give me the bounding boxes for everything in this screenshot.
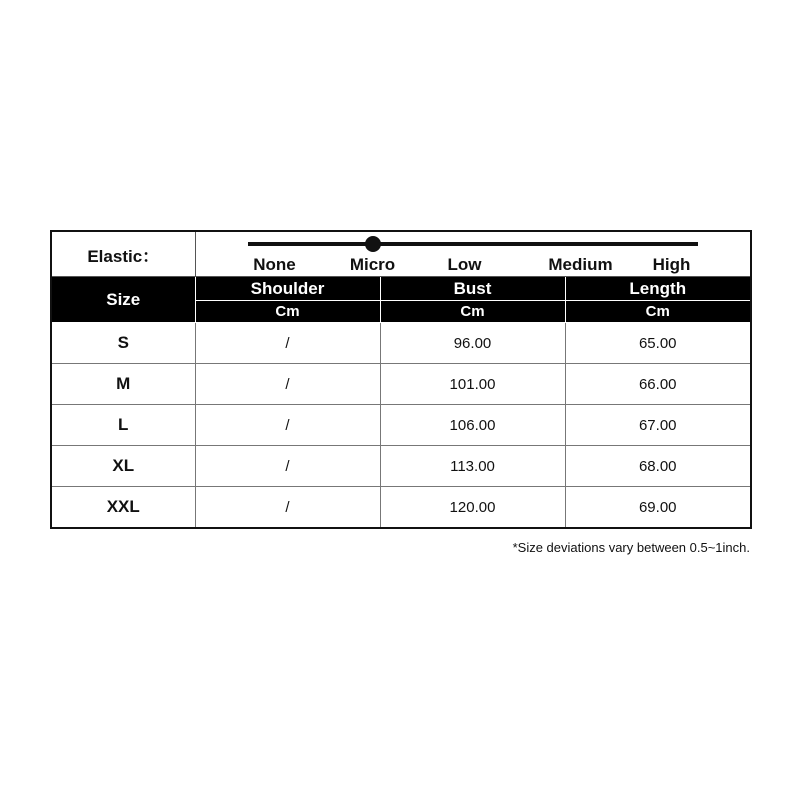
table-row	[51, 405, 751, 446]
elasticity-scale-track	[248, 242, 699, 246]
size-cell: XL	[51, 446, 195, 487]
shoulder-cell: /	[195, 446, 380, 487]
length-cell: 69.00	[565, 487, 751, 529]
bust-cell: 120.00	[380, 487, 565, 529]
table-row	[51, 446, 751, 487]
shoulder-cell: /	[195, 405, 380, 446]
table-row	[51, 487, 751, 529]
length-column-header: Length	[565, 277, 751, 301]
elastic-row	[51, 231, 751, 277]
bust-cell: 113.00	[380, 446, 565, 487]
bust-cell: 96.00	[380, 323, 565, 364]
elasticity-indicator-dot	[365, 236, 381, 252]
length-cell: 65.00	[565, 323, 751, 364]
header-row	[51, 277, 751, 301]
size-cell: XXL	[51, 487, 195, 529]
bust-cell: 106.00	[380, 405, 565, 446]
size-cell: M	[51, 364, 195, 405]
elastic-level-low: Low	[447, 255, 482, 274]
shoulder-unit: Cm	[195, 301, 380, 323]
elastic-level-micro: Micro	[349, 255, 396, 274]
shoulder-cell: /	[195, 364, 380, 405]
length-cell: 67.00	[565, 405, 751, 446]
table-row	[51, 364, 751, 405]
shoulder-column-header: Shoulder	[195, 277, 380, 301]
elasticity-scale	[195, 231, 751, 277]
size-cell: S	[51, 323, 195, 364]
size-column-header: Size	[51, 277, 195, 323]
bust-column-header: Bust	[380, 277, 565, 301]
size-deviation-note: *Size deviations vary between 0.5~1inch.	[512, 540, 750, 555]
elastic-level-high: High	[652, 255, 691, 274]
length-unit: Cm	[565, 301, 751, 323]
length-cell: 66.00	[565, 364, 751, 405]
size-cell: L	[51, 405, 195, 446]
table-row	[51, 323, 751, 364]
bust-cell: 101.00	[380, 364, 565, 405]
bust-unit: Cm	[380, 301, 565, 323]
elasticity-scale-labels	[196, 252, 751, 276]
elastic-level-none: None	[253, 255, 296, 274]
size-chart	[50, 230, 750, 555]
size-table	[50, 230, 752, 529]
shoulder-cell: /	[195, 487, 380, 529]
shoulder-cell: /	[195, 323, 380, 364]
elastic-level-medium: Medium	[548, 255, 613, 274]
elastic-label: Elastic：	[51, 231, 195, 277]
length-cell: 68.00	[565, 446, 751, 487]
